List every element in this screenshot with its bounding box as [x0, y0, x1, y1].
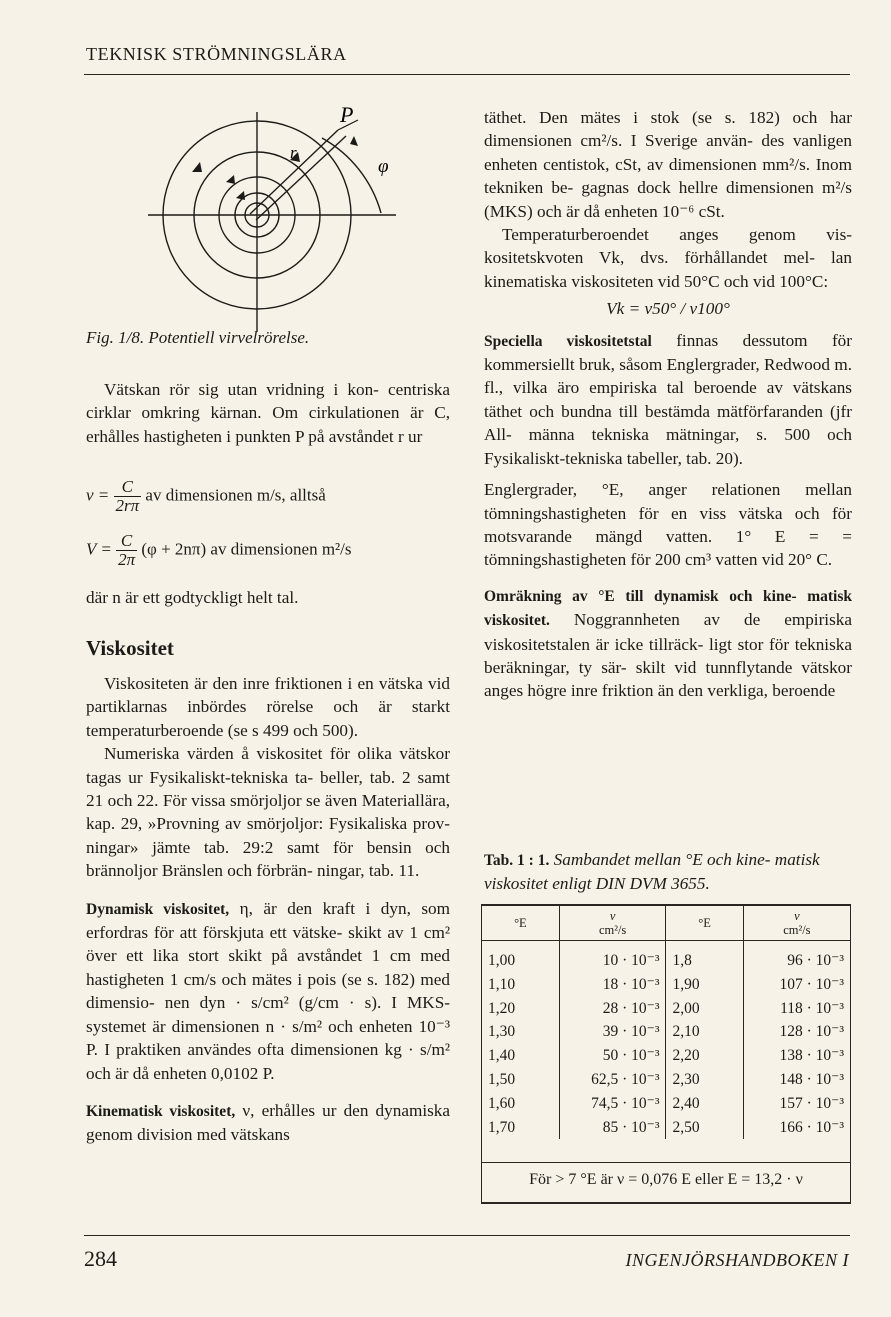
table-cell: 2,40: [666, 1092, 743, 1116]
table-row: [482, 1068, 850, 1092]
table-cell: 18 · 10⁻³: [559, 973, 666, 997]
radius-line: [256, 136, 346, 220]
fraction: [114, 478, 142, 515]
footer-rule: [84, 1235, 850, 1236]
table-row: [482, 1020, 850, 1044]
right-column: [484, 106, 852, 703]
paragraph-body: η, är den kraft i dyn, som erfordras för att förskjuta ett vätske- skikt av 1 cm² över ett lika stort skikt på avståndet 1 cm med hastigheten 1 cm/s och mätes i pois (se s. 182) med dimensio- nen dyn · s/cm² (g/cm · s). I MKS-systemet är dimensionen n · s/m² och enheten 10⁻³ P. I praktiken användes ofta dimensionen kg · s/m² och är då enheten 0,0102 P.: [86, 898, 451, 1083]
paragraph: täthet. Den mätes i stok (se s. 182) och har dimensionen cm²/s. I Sverige använ- des vanligen enheten centistok, cSt, av dimensionen mm²/s. Inom tekniken be- gagnas dock hellre dimensionen m²/s (MKS) och är då enheten 10⁻⁶ cSt.: [484, 108, 852, 221]
paragraph: Numeriska värden å viskositet för olika vätskor tagas ur Fysikaliskt-tekniska ta- beller, tab. 2 samt 21 och 22. För vissa smörjoljor se även Materiallära, kap. 29, »Provning av smörjoljor: Fysikaliska prov- ningar» jämte tab. 29:2 samt för bensin och brännoljor Bränslen och förbrän- ningar, tab. 11.: [86, 744, 450, 881]
table-cell: 1,60: [488, 1094, 516, 1112]
arrow-icon: [236, 191, 245, 200]
table-row: [482, 973, 850, 997]
table-cell: 2,10: [666, 1020, 743, 1044]
header-rule: [84, 74, 850, 75]
viscosity-table: [481, 904, 851, 1204]
table-cell: 2,50: [666, 1116, 743, 1140]
paragraph-dynamic: [86, 897, 450, 1085]
table-cell: 85 · 10⁻³: [559, 1116, 666, 1140]
paragraph: Viskositeten är den inre friktionen i en vätska vid partiklarnas inbördes rörelse och är starkt temperaturberoende (se s 499 och 500).: [86, 674, 450, 740]
column-header: [743, 906, 850, 941]
table-caption-text: Sambandet mellan °E och kine- matisk viskositet enligt DIN DVM 3655.: [484, 850, 820, 894]
arrow-icon: [192, 162, 202, 172]
table-cell: 1,00: [488, 952, 516, 969]
table-cell: 74,5 · 10⁻³: [559, 1092, 666, 1116]
section-heading: Viskositet: [86, 636, 174, 660]
running-header: TEKNISK STRÖMNINGSLÄRA: [86, 44, 347, 64]
vortex-figure: [140, 100, 410, 335]
column-header: °E: [666, 906, 743, 941]
numerator: C: [116, 532, 137, 551]
fraction: [116, 532, 137, 569]
paragraph-conversion: [484, 584, 852, 703]
table-cell: 28 · 10⁻³: [559, 997, 666, 1021]
figure-caption: Fig. 1/8. Potentiell virvelrörelse.: [86, 328, 310, 347]
formula-lhs: v =: [86, 485, 110, 505]
run-in-heading: Dynamisk viskositet,: [86, 900, 230, 918]
denominator: 2rπ: [115, 496, 140, 515]
table-row: [482, 1116, 850, 1140]
table-cell: 118 · 10⁻³: [743, 997, 850, 1021]
table-row: [482, 997, 850, 1021]
label-P: P: [340, 102, 354, 127]
run-in-heading: Omräkning av °E till dynamisk och kine- matisk viskositet.: [484, 587, 852, 630]
table-cell: 1,30: [488, 1023, 516, 1041]
table-cell: 1,90: [666, 973, 743, 997]
table-cell: 2,20: [666, 1044, 743, 1068]
text-block: [86, 586, 450, 609]
table-cell: 1,20: [488, 999, 516, 1017]
paragraph-special: [484, 329, 852, 470]
table-cell: 1,10: [488, 975, 516, 993]
table-cell: 39 · 10⁻³: [559, 1020, 666, 1044]
table-cell: 50 · 10⁻³: [559, 1044, 666, 1068]
run-in-heading: Kinematisk viskositet,: [86, 1102, 236, 1120]
paragraph-body: ν, erhålles ur den dynamiska genom division med vätskans: [86, 1100, 451, 1145]
table-label: Tab. 1 : 1.: [484, 852, 550, 869]
table-cell: 107 · 10⁻³: [743, 973, 850, 997]
page-number: 284: [84, 1246, 117, 1271]
table-row: [482, 1092, 850, 1116]
formula-tail: av dimensionen m/s, alltså: [145, 485, 326, 505]
formula-lhs: V =: [86, 539, 112, 559]
table-cell: 1,50: [488, 1070, 516, 1088]
table-cell: 128 · 10⁻³: [743, 1020, 850, 1044]
paragraph-engler: Englergrader, °E, anger relationen mellan tömningshastigheten för en viss vätska och för motsvarande mängd vatten. 1° E = = tömningshastigheten för 200 cm³ vatten vid 20° C.: [484, 480, 852, 570]
table-cell: 1,8: [666, 941, 743, 973]
table: [482, 906, 850, 1139]
label-phi: φ: [378, 156, 389, 177]
paragraph-body: Noggrannheten av de empiriska viskositetstalen är icke tillräck- ligt stor för tekniska beräkningar, ty sär- skilt vid tunnflytande vätskor anges högre inre friktion än den verkliga, beroende: [484, 610, 852, 701]
table-cell: 10 · 10⁻³: [559, 941, 666, 973]
table-cell: 138 · 10⁻³: [743, 1044, 850, 1068]
table-row: [482, 941, 850, 973]
formula-v: [86, 478, 450, 515]
left-column: [86, 378, 450, 448]
table-cell: 62,5 · 10⁻³: [559, 1068, 666, 1092]
paragraph: där n är ett godtyckligt helt tal.: [86, 588, 299, 607]
table-cell: 96 · 10⁻³: [743, 941, 850, 973]
paragraph-kinematic: [86, 1099, 450, 1147]
paragraph: Temperaturberoendet anges genom vis- kositetskvoten Vk, dvs. förhållandet mel- lan kinematiska viskositeten vid 50°C och vid 100°C:: [484, 225, 852, 291]
table-row: [482, 1044, 850, 1068]
paragraph-body: finnas dessutom för kommersiellt bruk, såsom Englergrader, Redwood m. fl., vilka äro empiriska tal beroende av vätskans täthet och bundna till bestämda mätförfaranden (jfr All- männa tekniska mätningar, s. 500 och Fysikaliskt-tekniska tabeller, tab. 20).: [484, 330, 852, 468]
formula-V: [86, 532, 450, 569]
unit: cm²/s: [783, 923, 811, 937]
formula-tail: (φ + 2nπ) av dimensionen m²/s: [141, 539, 352, 559]
arrow-icon: [350, 136, 358, 146]
table-cell: 148 · 10⁻³: [743, 1068, 850, 1092]
numerator: C: [114, 478, 142, 497]
table-caption: [484, 848, 852, 896]
table-cell: 157 · 10⁻³: [743, 1092, 850, 1116]
nu-symbol: ν: [609, 909, 616, 923]
label-r: r: [290, 143, 297, 162]
table-footer: För > 7 °E är ν = 0,076 E eller E = 13,2 · ν: [482, 1162, 850, 1197]
formula-vk: Vk = ν50° / ν100°: [606, 299, 730, 319]
nu-symbol: ν: [794, 909, 800, 923]
table-cell: 1,40: [488, 1047, 516, 1065]
run-in-heading: Speciella viskositetstal: [484, 332, 652, 350]
column-header: °E: [482, 906, 559, 941]
denominator: 2π: [118, 550, 136, 569]
paragraph: Vätskan rör sig utan vridning i kon- centriska cirklar omkring kärnan. Om cirkulationen är C, erhålles hastigheten i punkten P på avståndet r ur: [86, 380, 450, 446]
arrow-icon: [226, 175, 235, 184]
column-header: [559, 906, 666, 941]
unit: cm²/s: [598, 923, 627, 937]
table-cell: 1,70: [488, 1118, 516, 1136]
table-cell: 2,30: [666, 1068, 743, 1092]
table-cell: 2,00: [666, 997, 743, 1021]
left-column-body: [86, 672, 450, 1147]
table-header-row: [482, 906, 850, 941]
book-title: INGENJÖRSHANDBOKEN I: [625, 1250, 849, 1270]
table-cell: 166 · 10⁻³: [743, 1116, 850, 1140]
